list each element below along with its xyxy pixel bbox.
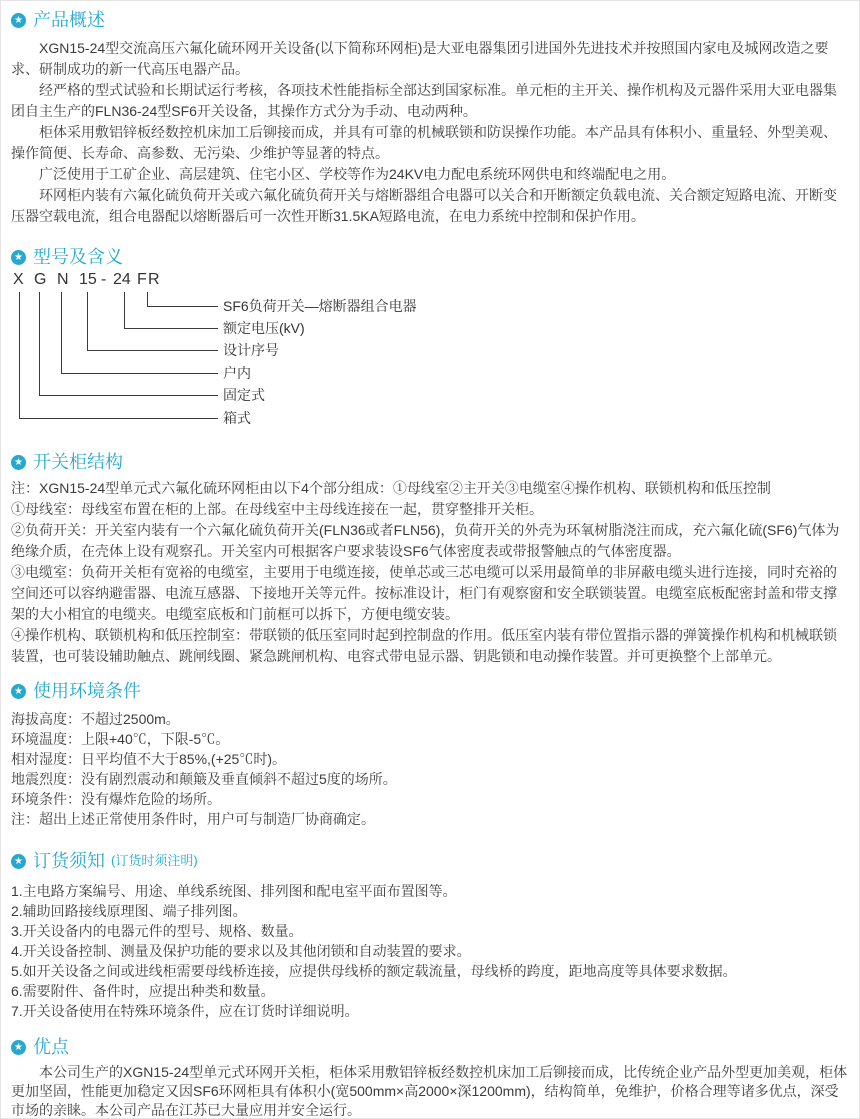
section-heading-advantages bbox=[11, 1036, 849, 1058]
model-code-token: N bbox=[57, 271, 69, 288]
star-bullet-icon: ★ bbox=[11, 684, 26, 699]
section-title: 优点 bbox=[33, 1037, 69, 1057]
structure-item: ②负荷开关：开关室内装有一个六氟化硫负荷开关(FLN36或者FLN56)，负荷开关的外壳为环氧树脂浇注而成，充六氟化硫(SF6)气体为绝缘介质，在壳体上设有观察孔。开关室内可根据客户要求装设SF6气体密度表或带报警触点的气体密度器。 bbox=[11, 522, 840, 559]
connector-line bbox=[147, 306, 218, 307]
section-heading-model bbox=[11, 246, 849, 268]
structure-item: ③电缆室：负荷开关柜有宽裕的电缆室，主要用于电缆连接，使单芯或三芯电缆可以采用最简单的非屏蔽电缆头进行连接，同时充裕的空间还可以容纳避雷器、电流互感器、下接地开关等元件。按标准设计，柜门有观察窗和安全联锁装置。电缆室底板配密封盖和带支撑架的大小相宜的电缆夹。电缆室底板和门前框可以拆下，方便电缆安装。 bbox=[11, 564, 837, 622]
model-code-token: 24 bbox=[113, 271, 131, 288]
structure-note: 注：XGN15-24型单元式六氟化硫环网柜由以下4个部分组成：①母线室②主开关③电缆室④操作机构、联锁机构和低压控制 bbox=[11, 480, 771, 496]
ordering-item: 3.开关设备内的电器元件的型号、规格、数量。 bbox=[11, 923, 303, 939]
connector-line bbox=[61, 373, 218, 374]
paragraph: 环网柜内装有六氟化硫负荷开关或六氟化硫负荷开关与熔断器组合电器可以关合和开断额定负载电流、关合额定短路电流、开断变压器空载电流，组合电器配以熔断器后可一次性开断31.5KA短路电流，在电力系统中控制和保护作用。 bbox=[11, 187, 837, 224]
structure-item: ④操作机构、联锁机构和低压控制室：带联锁的低压室同时起到控制盘的作用。低压室内装有带位置指示器的弹簧操作机构和机械联锁装置，也可装设辅助触点、跳闸线圈、紧急跳闸机构、电容式带电显示器、钥匙锁和电动操作装置。并可更换整个上部单元。 bbox=[11, 627, 837, 664]
paragraph: 广泛使用于工矿企业、高层建筑、住宅小区、学校等作为24KV电力配电系统环网供电和终端配电之用。 bbox=[39, 166, 676, 182]
ordering-item: 5.如开关设备之间或进线柜需要母线桥连接，应提供母线桥的额定载流量，母线桥的跨度，距地高度等具体要求数据。 bbox=[11, 963, 737, 979]
model-label-fr: SF6负荷开关—熔断器组合电器 bbox=[223, 298, 417, 314]
section-heading-ordering bbox=[11, 850, 849, 872]
model-code-token: G bbox=[34, 271, 47, 288]
paragraph: 柜体采用敷铝锌板经数控机床加工后铆接而成，并具有可靠的机械联锁和防误操作功能。本产品具有体积小、重量轻、外型美观、操作简便、长寿命、高参数、无污染、少维护等显著的特点。 bbox=[11, 124, 837, 161]
section-title-note: (订货时须注明) bbox=[111, 853, 198, 868]
model-label-kv: 额定电压(kV) bbox=[223, 320, 305, 336]
model-code-token: F bbox=[137, 271, 147, 288]
star-bullet-icon: ★ bbox=[11, 455, 26, 470]
environment-line: 海拔高度：不超过2500m。 bbox=[11, 711, 180, 727]
star-bullet-icon: ★ bbox=[11, 1040, 26, 1055]
paragraph: XGN15-24型交流高压六氟化硫环网开关设备(以下简称环网柜)是大亚电器集团引进国外先进技术并按照国内家电及城网改造之要求、研制成功的新一代高压电器产品。 bbox=[11, 40, 829, 77]
star-bullet-icon: ★ bbox=[11, 854, 26, 869]
connector-line bbox=[124, 328, 218, 329]
section-heading-overview bbox=[11, 9, 849, 31]
ordering-item: 4.开关设备控制、测量及保护功能的要求以及其他闭锁和自动装置的要求。 bbox=[11, 943, 471, 959]
section-title: 使用环境条件 bbox=[33, 681, 141, 701]
connector-line bbox=[61, 292, 62, 373]
overview-section bbox=[11, 38, 849, 227]
model-code-diagram bbox=[11, 270, 849, 442]
model-label-design: 设计序号 bbox=[223, 342, 279, 358]
model-label-box: 箱式 bbox=[223, 410, 251, 426]
environment-section bbox=[11, 709, 849, 829]
ordering-item: 2.辅助回路接线原理图、端子排列图。 bbox=[11, 903, 247, 919]
model-label-fixed: 固定式 bbox=[223, 387, 265, 403]
connector-line bbox=[19, 418, 218, 419]
connector-line bbox=[87, 350, 218, 351]
star-bullet-icon: ★ bbox=[11, 250, 26, 265]
section-title: 产品概述 bbox=[33, 10, 105, 30]
connector-line bbox=[124, 292, 125, 328]
advantages-section bbox=[11, 1063, 849, 1119]
structure-item: ①母线室：母线室布置在柜的上部。在母线室中主母线连接在一起，贯穿整排开关柜。 bbox=[11, 501, 543, 517]
ordering-item: 7.开关设备使用在特殊环境条件，应在订货时详细说明。 bbox=[11, 1003, 359, 1019]
model-code-token: X bbox=[13, 271, 24, 288]
ordering-section bbox=[11, 881, 849, 1021]
environment-line: 环境温度：上限+40℃，下限-5℃。 bbox=[11, 731, 230, 747]
section-heading-structure bbox=[11, 451, 849, 473]
section-title: 型号及含义 bbox=[33, 247, 123, 267]
connector-line bbox=[39, 395, 218, 396]
connector-line bbox=[19, 292, 20, 418]
environment-line: 相对湿度：日平均值不大于85%,(+25℃时)。 bbox=[11, 751, 286, 767]
model-label-indoor: 户内 bbox=[223, 365, 251, 381]
paragraph: 经严格的型式试验和长期试运行考核，各项技术性能指标全部达到国家标准。单元柜的主开关、操作机构及元器件采用大亚电器集团自主生产的FLN36-24型SF6开关设备，其操作方式分为手动、电动两种。 bbox=[11, 82, 837, 119]
environment-line: 环境条件：没有爆炸危险的场所。 bbox=[11, 791, 221, 807]
environment-line: 注：超出上述正常使用条件时，用户可与制造厂协商确定。 bbox=[11, 811, 375, 827]
connector-line bbox=[87, 292, 88, 350]
ordering-item: 6.需要附件、备件时，应提出种类和数量。 bbox=[11, 983, 275, 999]
model-code-token: R bbox=[148, 271, 160, 288]
structure-section bbox=[11, 478, 849, 667]
star-bullet-icon: ★ bbox=[11, 13, 26, 28]
section-heading-environment bbox=[11, 680, 849, 702]
connector-line bbox=[147, 292, 148, 306]
section-title: 订货须知 bbox=[33, 851, 105, 871]
environment-line: 地震烈度：没有剧烈震动和颠簸及垂直倾斜不超过5度的场所。 bbox=[11, 771, 397, 787]
model-code-token: 15 bbox=[79, 271, 97, 288]
ordering-item: 1.主电路方案编号、用途、单线系统图、排列图和配电室平面布置图等。 bbox=[11, 883, 457, 899]
connector-line bbox=[39, 292, 40, 395]
model-code-token: - bbox=[101, 271, 107, 288]
section-title: 开关柜结构 bbox=[33, 452, 123, 472]
paragraph: 本公司生产的XGN15-24型单元式环网开关柜，柜体采用敷铝锌板经数控机床加工后铆接而成，比传统企业产品外型更加美观，柜体更加坚固，性能更加稳定又因SF6环网柜具有体积小(宽500mm×高2000×深1200mm)，结构简单，免维护，价格合理等诸多优点，深受市场的亲睐。本公司产品在江苏已大量应用并安全运行。 bbox=[11, 1064, 848, 1118]
